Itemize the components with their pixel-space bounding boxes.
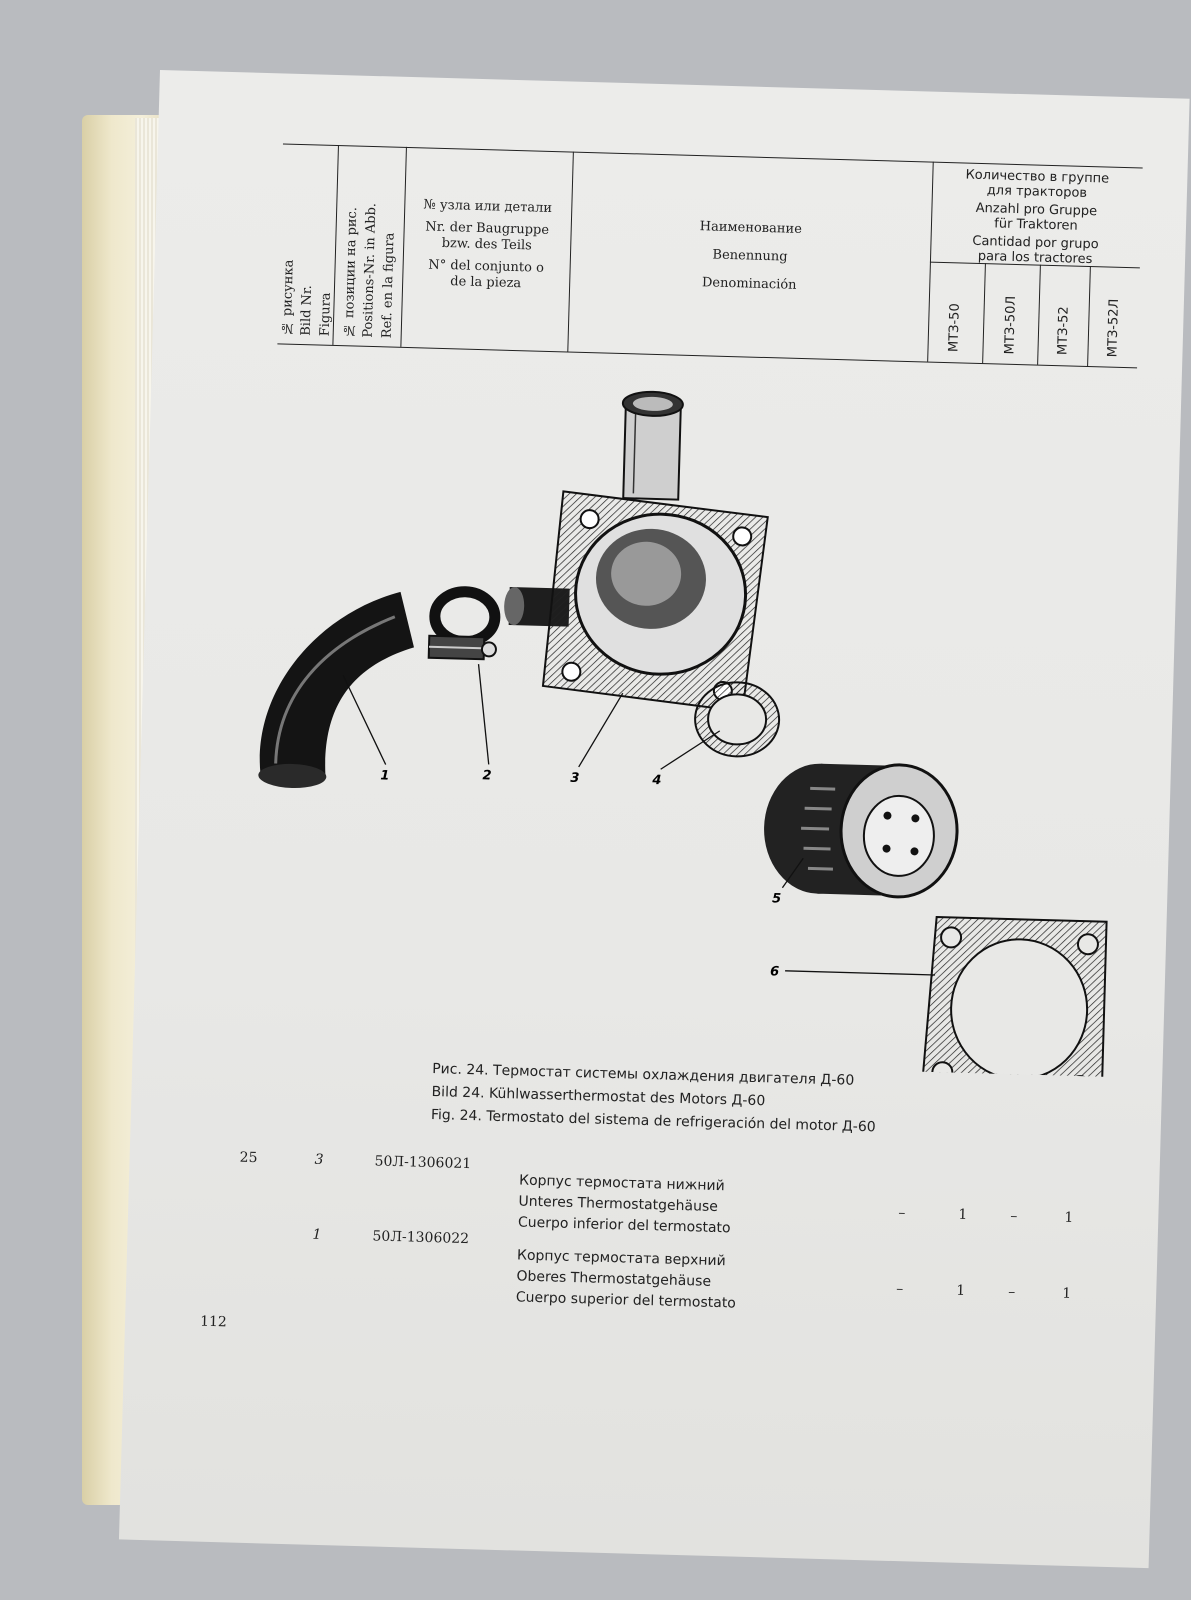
- row-figure-number: 25: [239, 1149, 258, 1167]
- model-header: МТЗ-52: [1055, 306, 1072, 356]
- row-qty: –: [896, 1281, 904, 1298]
- callout-1: 1: [380, 768, 390, 784]
- hose-clamp-part: [429, 591, 498, 660]
- row-qty: 1: [1061, 1285, 1072, 1302]
- gasket-ring-part: [694, 681, 780, 757]
- row-names: Корпус термостата нижний Unteres Thermostatgehäuse Cuerpo inferior del termostato: [517, 1172, 731, 1237]
- figure-caption: Рис. 24. Термостат системы охлаждения двигателя Д-60 Bild 24. Kühlwasserthermostat des Motors Д-60 Fig. 24. Termostato del sistema de refrigeración del motor Д-60: [430, 1060, 876, 1136]
- catalog-page: [119, 70, 1190, 1568]
- part-col-header: № узла или детали Nr. der Baugruppe bzw. des Teils N° del conjunto o de la pieza: [423, 197, 553, 292]
- position-col-header: № позиции на рис. Positions-Nr. in Abb. Ref. en la figura: [341, 202, 398, 339]
- callout-4: 4: [652, 773, 662, 789]
- row-qty: –: [1007, 1284, 1016, 1301]
- page-number: 112: [199, 1313, 228, 1331]
- model-header: МТЗ-52Л: [1105, 298, 1122, 357]
- row-names: Корпус термостата верхний Oberes Thermostatgehäuse Cuerpo superior del termostato: [515, 1247, 737, 1312]
- thermostat-exploded-illustration: [213, 372, 1132, 1077]
- callout-6: 6: [769, 964, 780, 980]
- qty-col-header: Количество в группе для тракторов Anzahl pro Gruppe für Traktoren Cantidad por grupo para los tractores: [965, 167, 1110, 268]
- row-position: 3: [314, 1151, 324, 1168]
- row-part-number: 50Л-1306021: [374, 1153, 472, 1173]
- row-part-number: 50Л-1306022: [372, 1228, 470, 1248]
- hose-part: [258, 588, 415, 791]
- row-qty: –: [898, 1205, 906, 1222]
- row-qty: 1: [958, 1206, 968, 1223]
- model-header: МТЗ-50: [946, 303, 963, 353]
- callout-3: 3: [570, 770, 580, 786]
- table-header: [277, 143, 1142, 367]
- thermostat-valve-part: [762, 761, 959, 898]
- name-col-header: Наименование Benennung Denominación: [699, 219, 803, 293]
- row-qty: 1: [956, 1282, 966, 1299]
- figure-col-header: № рисунка Bild Nr. Figura: [279, 259, 334, 337]
- row-position: 1: [312, 1226, 322, 1243]
- model-header: МТЗ-50Л: [1002, 295, 1020, 355]
- flange-gasket-part: [921, 917, 1106, 1077]
- callout-5: 5: [771, 891, 782, 907]
- row-qty: –: [1010, 1208, 1018, 1225]
- thermostat-housing-part: [501, 388, 771, 712]
- row-qty: 1: [1064, 1209, 1074, 1226]
- callout-2: 2: [482, 768, 492, 784]
